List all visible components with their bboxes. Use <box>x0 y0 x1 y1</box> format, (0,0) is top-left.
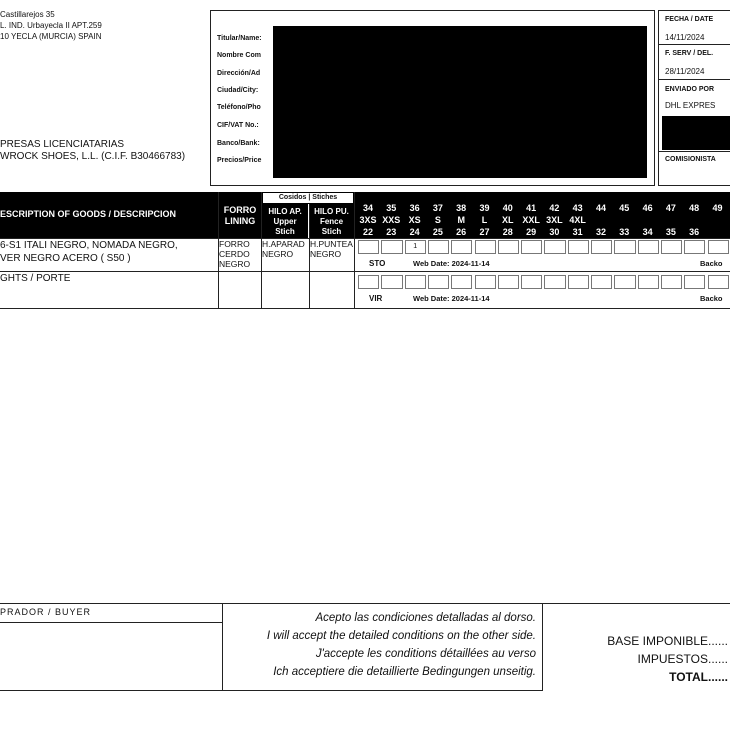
size-label: 39 <box>479 203 490 213</box>
qty-cell <box>568 240 589 254</box>
qty-cell <box>428 275 449 289</box>
row2-backorder: Backo <box>700 294 723 303</box>
row1-hilo-pu-line: H.PUNTEA <box>310 239 353 249</box>
redaction-block <box>273 26 647 178</box>
size-label: XS <box>408 215 421 225</box>
row2-web-date: Web Date: 2024-11-14 <box>413 294 490 303</box>
row1-desc-line: VER NEGRO ACERO ( S50 ) <box>0 253 131 264</box>
qty-cell <box>381 240 402 254</box>
licensee-line: PRESAS LICENCIATARIAS <box>0 139 125 150</box>
row1-hilo-pu-line: NEGRO <box>310 249 342 259</box>
qty-cell <box>544 240 565 254</box>
qty-cell <box>591 240 612 254</box>
size-label: 24 <box>409 227 420 237</box>
size-label: 3XS <box>359 215 377 225</box>
size-label: 25 <box>432 227 443 237</box>
hilo-pu-header-line: Stich <box>321 227 342 236</box>
qty-cell <box>451 240 472 254</box>
size-label: 34 <box>362 203 373 213</box>
size-label: 34 <box>642 227 653 237</box>
qty-cell <box>661 275 682 289</box>
size-label: 42 <box>549 203 560 213</box>
qty-cell <box>638 240 659 254</box>
forro-header-line: FORRO <box>223 205 257 215</box>
total-label: TOTAL...... <box>669 670 728 684</box>
qty-cell <box>475 240 496 254</box>
size-label: 23 <box>386 227 397 237</box>
impuestos-label: IMPUESTOS...... <box>637 652 728 666</box>
size-label: L <box>481 215 488 225</box>
qty-cell <box>405 275 426 289</box>
size-label: 45 <box>619 203 630 213</box>
qty-cell <box>521 240 542 254</box>
qty-cell <box>614 240 635 254</box>
qty-cell <box>451 275 472 289</box>
row2-vir-label: VIR <box>369 294 383 303</box>
size-label: 36 <box>409 203 420 213</box>
size-label: 37 <box>432 203 443 213</box>
customer-label: Precios/Price <box>217 157 262 164</box>
size-label: 27 <box>479 227 490 237</box>
customer-label: CIF/VAT No.: <box>217 122 259 129</box>
enviado-value: DHL EXPRES <box>665 101 716 110</box>
hilo-ap-header-line: Upper <box>273 217 297 226</box>
comisionista-label: COMISIONISTA <box>665 156 716 163</box>
qty-cell <box>708 240 729 254</box>
size-label: 43 <box>572 203 583 213</box>
size-label: 44 <box>595 203 606 213</box>
size-label: XXL <box>522 215 540 225</box>
hilo-ap-header-line: HILO AP. <box>268 207 302 216</box>
row2-desc: GHTS / PORTE <box>0 273 71 284</box>
size-label: 26 <box>456 227 467 237</box>
row1-forro-line: FORRO <box>219 239 250 249</box>
condition-line: I will accept the detailed conditions on the other side. <box>266 630 536 642</box>
qty-cell <box>498 275 519 289</box>
row1-desc-line: 6-S1 ITALI NEGRO, NOMADA NEGRO, <box>0 240 178 251</box>
size-label: 35 <box>386 203 397 213</box>
qty-cell <box>521 275 542 289</box>
buyer-label: PRADOR / BUYER <box>0 607 92 617</box>
size-label: 35 <box>665 227 676 237</box>
row1-backorder: Backo <box>700 259 723 268</box>
qty-cell <box>428 240 449 254</box>
sender-line: Castillarejos 35 <box>0 10 55 19</box>
size-label: 33 <box>619 227 630 237</box>
condition-line: J'accepte les conditions détaillées au verso <box>315 648 536 660</box>
qty-cell <box>544 275 565 289</box>
sender-line: L. IND. Urbayecla II APT.259 <box>0 21 102 30</box>
row1-forro-line: NEGRO <box>219 259 251 269</box>
size-label: 3XL <box>546 215 563 225</box>
size-label: 46 <box>642 203 653 213</box>
base-imponible-label: BASE IMPONIBLE...... <box>607 634 728 648</box>
size-label: 47 <box>665 203 676 213</box>
hilo-pu-header-line: Fence <box>319 217 344 226</box>
cosidos-header: Cosidos | Stiches <box>278 194 338 201</box>
row1-sto-label: STO <box>369 259 386 268</box>
qty-cell <box>381 275 402 289</box>
forro-header-line: LINING <box>224 216 256 226</box>
qty-cell <box>638 275 659 289</box>
desc-header: ESCRIPTION OF GOODS / DESCRIPCION <box>0 209 177 219</box>
sender-line: 10 YECLA (MURCIA) SPAIN <box>0 32 102 41</box>
qty-cell <box>498 240 519 254</box>
qty-cell <box>358 240 379 254</box>
qty-cell <box>684 275 705 289</box>
qty-cell <box>708 275 729 289</box>
size-label: XL <box>502 215 514 225</box>
qty-cell <box>591 275 612 289</box>
qty-cell <box>684 240 705 254</box>
size-label: 32 <box>595 227 606 237</box>
customer-label: Banco/Bank: <box>217 140 260 147</box>
fecha-value: 14/11/2024 <box>665 33 705 42</box>
customer-label: Nombre Com <box>217 52 261 59</box>
qty-cell: 1 <box>405 240 426 254</box>
enviado-label: ENVIADO POR <box>665 86 715 93</box>
size-label: XXS <box>382 215 401 225</box>
qty-cell <box>475 275 496 289</box>
condition-line: Acepto las condiciones detalladas al dorso. <box>315 612 536 624</box>
size-label: 48 <box>689 203 700 213</box>
size-label: M <box>457 215 465 225</box>
customer-label: Teléfono/Pho <box>217 104 261 111</box>
row1-hilo-ap-line: NEGRO <box>262 249 294 259</box>
size-label: 30 <box>549 227 560 237</box>
size-label: 36 <box>689 227 700 237</box>
customer-label: Ciudad/City: <box>217 87 259 94</box>
size-label: 41 <box>526 203 537 213</box>
fserv-value: 28/11/2024 <box>665 67 705 76</box>
redaction-block <box>662 116 730 150</box>
size-label: 38 <box>456 203 467 213</box>
licensee-line: WROCK SHOES, L.L. (C.I.F. B30466783) <box>0 151 186 162</box>
size-label: 29 <box>526 227 537 237</box>
size-label: 40 <box>502 203 513 213</box>
size-label: 31 <box>572 227 583 237</box>
condition-line: Ich acceptiere die detaillierte Bedingungen unseitig. <box>273 666 536 678</box>
qty-cell <box>358 275 379 289</box>
customer-label: Titular/Name: <box>217 35 262 42</box>
row1-hilo-ap-line: H.APARAD <box>262 239 305 249</box>
size-label: 28 <box>502 227 513 237</box>
qty-cell <box>661 240 682 254</box>
row1-web-date: Web Date: 2024-11-14 <box>413 259 490 268</box>
size-label: 4XL <box>569 215 586 225</box>
customer-label: Dirección/Ad <box>217 70 261 77</box>
hilo-pu-header-line: HILO PU. <box>314 207 349 216</box>
qty-cell <box>568 275 589 289</box>
size-label: 49 <box>712 203 723 213</box>
qty-cell <box>614 275 635 289</box>
size-label: S <box>434 215 441 225</box>
size-label: 22 <box>362 227 373 237</box>
row1-forro-line: CERDO <box>219 249 250 259</box>
hilo-ap-header-line: Stich <box>275 227 295 236</box>
fecha-label: FECHA / DATE <box>665 16 714 23</box>
fserv-label: F. SERV / DEL. <box>665 50 714 57</box>
